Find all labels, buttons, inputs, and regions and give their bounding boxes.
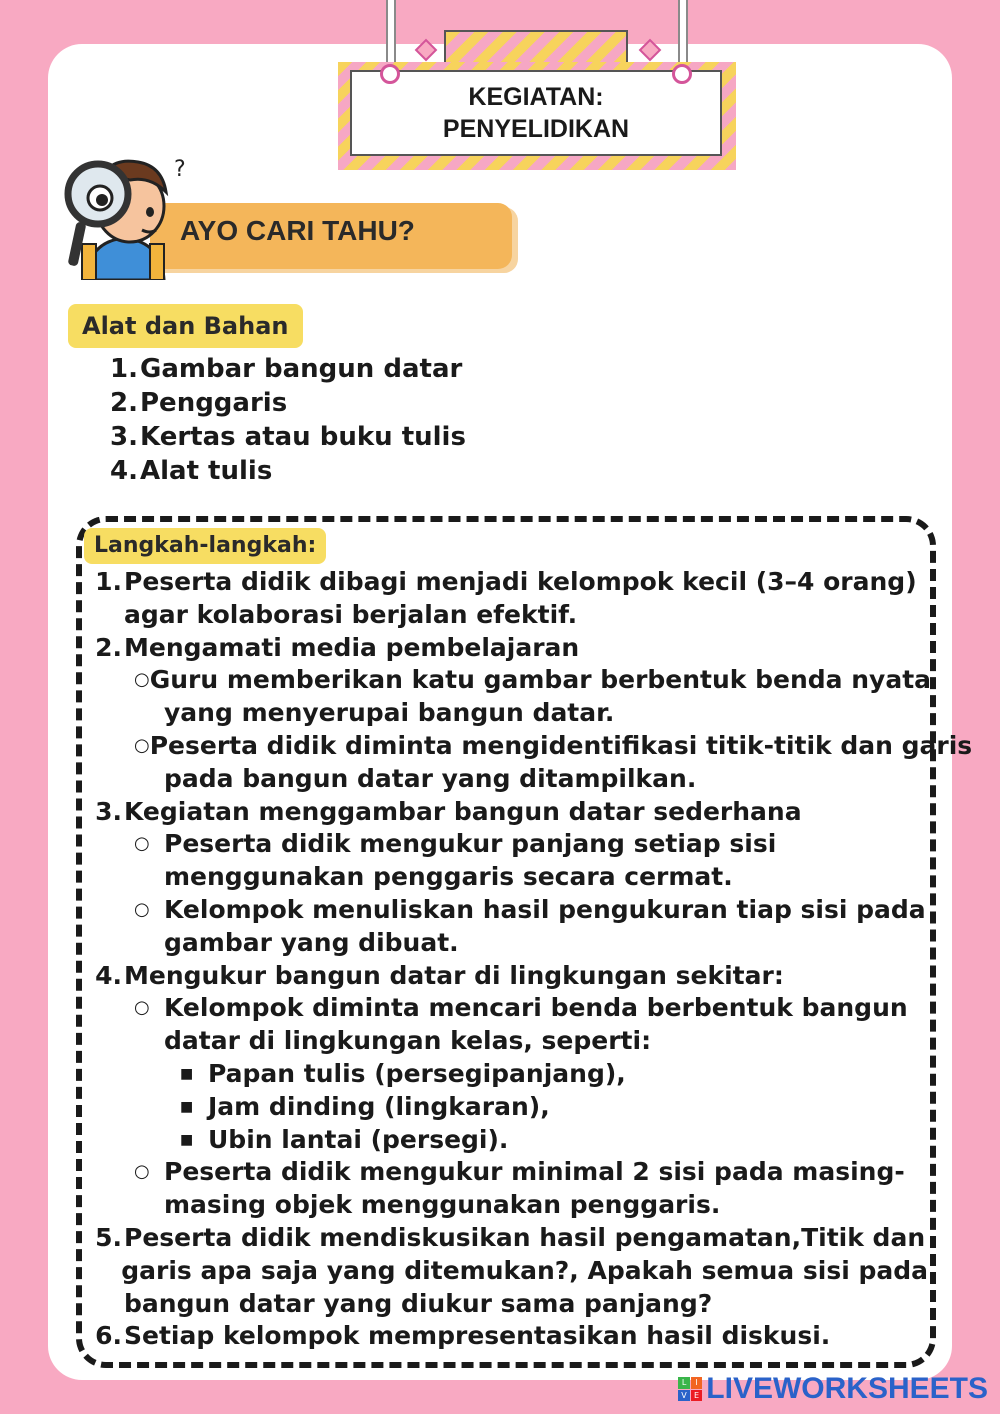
step-number: 1. xyxy=(95,567,122,596)
sign-ring-left xyxy=(380,64,400,84)
step-text: Kelompok menuliskan hasil pengukuran tiap sisi pada xyxy=(164,894,926,924)
step-text: bangun datar yang diukur sama panjang? xyxy=(124,1288,713,1318)
step-number xyxy=(88,599,124,632)
step-number: 6. xyxy=(95,1321,122,1351)
step-item xyxy=(88,566,928,599)
hollow-bullet-icon xyxy=(134,1189,164,1222)
sub-item xyxy=(88,730,973,763)
step-text: masing objek menggunakan penggaris. xyxy=(164,1190,721,1220)
sign-ring-right xyxy=(672,64,692,84)
step-item xyxy=(88,960,928,993)
svg-text:?: ? xyxy=(174,157,186,182)
sub-continuation xyxy=(88,763,928,796)
step-number xyxy=(88,1288,124,1321)
sub-continuation xyxy=(88,1189,928,1222)
sign-tab xyxy=(444,30,628,66)
hollow-bullet-icon xyxy=(134,697,164,730)
alat-item-number: 3. xyxy=(110,422,138,452)
hollow-bullet-icon xyxy=(134,927,164,960)
step-text: pada bangun datar yang ditampilkan. xyxy=(164,763,697,793)
steps-list xyxy=(88,566,973,1353)
alat-item xyxy=(100,420,466,454)
hollow-bullet-icon: ○ xyxy=(134,833,150,855)
hollow-bullet-icon: ○ xyxy=(134,669,150,691)
find-out-banner xyxy=(150,203,512,269)
step-text: Ubin lantai (persegi). xyxy=(208,1124,509,1154)
step-text: Peserta didik mengukur panjang setiap sisi xyxy=(164,829,777,859)
step-text: yang menyerupai bangun datar. xyxy=(164,698,615,728)
hollow-bullet-icon xyxy=(134,861,164,894)
sub-continuation xyxy=(88,927,928,960)
sub-item xyxy=(88,664,932,697)
step-text: Peserta didik diminta mengidentifikasi titik-titik dan garis xyxy=(149,730,973,760)
step-number: 2. xyxy=(95,632,122,662)
alat-item-text: Penggaris xyxy=(140,388,288,418)
step-continuation xyxy=(88,1288,928,1321)
step-text: gambar yang dibuat. xyxy=(164,927,459,957)
title-line-2: PENYELIDIKAN xyxy=(442,115,630,143)
alat-list xyxy=(100,352,466,488)
step-text: agar kolaborasi berjalan efektif. xyxy=(124,599,578,629)
sub-item xyxy=(88,992,928,1025)
langkah-heading: Langkah-langkah: xyxy=(84,528,326,564)
step-text: Kelompok diminta mencari benda berbentuk bangun xyxy=(164,993,908,1023)
step-text: Jam dinding (lingkaran), xyxy=(208,1091,550,1121)
hollow-bullet-icon xyxy=(134,1025,164,1058)
sub-item xyxy=(88,1156,928,1189)
hollow-bullet-icon: ○ xyxy=(134,1161,150,1183)
alat-item-text: Gambar bangun datar xyxy=(140,354,463,384)
step-text: garis apa saja yang ditemukan?, Apakah semua sisi pada xyxy=(121,1255,928,1285)
step-text: Peserta didik mengukur minimal 2 sisi pada masing- xyxy=(164,1157,905,1187)
step-item xyxy=(88,1222,928,1255)
activity-title-sign xyxy=(350,70,722,156)
step-continuation xyxy=(88,599,928,632)
sub-sub-item xyxy=(88,1058,928,1091)
hollow-bullet-icon: ○ xyxy=(134,997,150,1019)
alat-heading: Alat dan Bahan xyxy=(68,304,303,348)
alat-item xyxy=(100,454,466,488)
step-text: menggunakan penggaris secara cermat. xyxy=(164,862,733,892)
step-text: Kegiatan menggambar bangun datar sederhana xyxy=(124,796,802,826)
step-text: Peserta didik dibagi menjadi kelompok kecil (3–4 orang) xyxy=(124,567,917,596)
alat-item-text: Kertas atau buku tulis xyxy=(140,422,466,452)
kid-magnifier-icon xyxy=(58,146,188,280)
step-text: datar di lingkungan kelas, seperti: xyxy=(164,1026,652,1056)
sub-item xyxy=(88,894,928,927)
sub-item xyxy=(88,828,928,861)
alat-item-number: 1. xyxy=(110,354,138,384)
step-text: Mengamati media pembelajaran xyxy=(124,632,580,662)
brand-icon: L I V E xyxy=(678,1377,702,1401)
step-number xyxy=(88,1255,121,1288)
hollow-bullet-icon xyxy=(134,763,164,796)
sub-continuation xyxy=(88,1025,928,1058)
step-number: 5. xyxy=(95,1222,122,1252)
banner-text: AYO CARI TAHU? xyxy=(180,215,415,246)
step-text: Peserta didik mendiskusikan hasil pengamatan,Titik dan xyxy=(124,1222,926,1252)
step-item xyxy=(88,796,928,829)
sub-continuation xyxy=(88,861,928,894)
title-line-1: KEGIATAN: xyxy=(468,83,604,111)
square-bullet-icon: ■ xyxy=(180,1065,194,1082)
alat-item xyxy=(100,386,466,420)
square-bullet-icon: ■ xyxy=(180,1131,194,1148)
step-item xyxy=(88,632,928,665)
alat-item xyxy=(100,352,466,386)
sub-sub-item xyxy=(88,1091,928,1124)
brand-name: LIVEWORKSHEETS xyxy=(706,1372,988,1405)
hollow-bullet-icon: ○ xyxy=(134,734,150,756)
step-text: Guru memberikan katu gambar berbentuk benda nyata xyxy=(149,665,932,695)
step-number: 3. xyxy=(95,796,122,826)
sub-continuation xyxy=(88,697,928,730)
alat-item-number: 4. xyxy=(110,456,138,486)
sub-sub-item xyxy=(88,1124,928,1157)
alat-item-number: 2. xyxy=(110,388,138,418)
step-text: Papan tulis (persegipanjang), xyxy=(208,1058,626,1088)
step-number: 4. xyxy=(95,960,122,990)
hollow-bullet-icon: ○ xyxy=(134,898,150,920)
step-item xyxy=(88,1320,928,1353)
step-text: Setiap kelompok mempresentasikan hasil diskusi. xyxy=(124,1321,831,1351)
square-bullet-icon: ■ xyxy=(180,1098,194,1115)
step-continuation xyxy=(88,1255,928,1288)
alat-item-text: Alat tulis xyxy=(140,456,273,486)
step-text: Mengukur bangun datar di lingkungan sekitar: xyxy=(124,960,784,990)
liveworksheets-logo xyxy=(678,1372,988,1406)
